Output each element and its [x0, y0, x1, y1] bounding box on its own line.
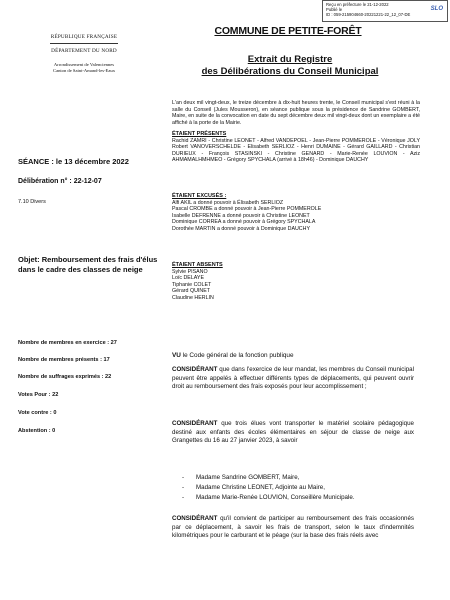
absent-name: Tiphanie COLET	[172, 281, 212, 288]
considerant-keyword: CONSIDÉRANT	[172, 420, 218, 427]
arrondissement-label: Arrondissement de Valenciennes	[53, 62, 115, 67]
excuses-section	[172, 193, 420, 232]
excuse-line: Dorothée MARTIN a donné pouvoir à Dominique DAUCHY	[172, 225, 310, 232]
list-item: - Madame Marie-Renée LOUVION, Conseillère Municipale.	[182, 494, 355, 501]
canton-label: Canton de Saint-Amand-les-Eaux	[53, 68, 115, 73]
absent-name: Gérard QUINET	[172, 288, 210, 294]
presents-section	[172, 131, 420, 164]
stamp-line-id: ID : 059-215904660-20221221-22_12_07-DE	[326, 12, 411, 17]
stat-vote-contre: Vote contre : 0	[18, 410, 57, 416]
considerant-keyword: CONSIDÉRANT	[172, 366, 218, 373]
commune-title: COMMUNE DE PETITE-FORÊT	[214, 25, 362, 37]
considerant-paragraph-1	[172, 366, 414, 392]
stat-votes-pour: Votes Pour : 22	[18, 392, 59, 398]
list-item: - Madame Sandrine GOMBERT, Maire,	[182, 474, 300, 481]
stat-abstention: Abstention : 0	[18, 428, 56, 434]
considerant-keyword: CONSIDÉRANT	[172, 515, 218, 522]
absents-section	[172, 262, 420, 301]
absents-heading: ÉTAIENT ABSENTS	[172, 262, 223, 268]
seance-date: SÉANCE : le 13 décembre 2022	[18, 157, 129, 166]
vu-text: le Code général de la fonction publique	[182, 352, 294, 359]
stamp-line-received: Reçu en préfecture le 21-12-2022	[326, 2, 389, 7]
presents-list: Rachid ZAMRI - Christine LEONET - Alfred VANDEPOEL - Jean-Pierre POMMEROLE - Véronique JOLY Robert VANOVERSCHELDE - Elisabeth SERLIOZ - Henri DUMAINE - Gérard GAILLARD - Christian DURIEUX - François STASINSKI - Christine GENARD - Marie-Renée LOUVION - Aziz AHMAMALHMHMEO - Grégory SPYCHALA (arrivé à 18h46) - Dominique DAUCHY	[172, 137, 420, 163]
excuse-line: Alfi AKIL a donné pouvoir à Élisabeth SERLIOZ	[172, 199, 284, 206]
stamp-line-published: Publié le	[326, 7, 343, 12]
considerant-paragraph-2	[172, 420, 414, 446]
document-title	[175, 54, 405, 78]
list-item: - Madame Christine LEONET, Adjointe au Maire,	[182, 484, 325, 491]
excuse-line: Isabelle DEFRENNE a donné pouvoir à Christine LEONET	[172, 212, 310, 219]
absent-name: Loïc DELAYE	[172, 275, 204, 281]
header-divider	[50, 43, 118, 44]
left-header	[28, 34, 140, 74]
stamp-logo: SLO	[430, 6, 443, 12]
stat-suffrages: Nombre de suffrages exprimés : 22	[18, 374, 112, 380]
deliberation-number: Délibération n° : 22-12-07	[18, 178, 102, 185]
considerant-text: que trois élues vont transporter le matériel scolaire pédagogique destiné aux enfants des écoles élémentaires en séjour de classe de neige aux Grangettes du 16 au 27 janvier 2023, à savoir	[172, 420, 414, 445]
prefecture-stamp	[322, 0, 448, 22]
objet-text: Objet: Remboursement des frais d'élus dans le cadre des classes de neige	[18, 255, 158, 274]
stat-members-exercice: Nombre de membres en exercice : 27	[18, 340, 117, 346]
stat-members-present: Nombre de membres présents : 17	[18, 357, 110, 363]
elues-list	[182, 473, 355, 503]
absent-name: Claudine HERLIN	[172, 294, 214, 301]
departement-label: DÉPARTEMENT DU NORD	[51, 48, 117, 54]
intro-paragraph: L'an deux mil vingt-deux, le treize décembre à dix-huit heures trente, le Conseil municipal s'est réuni à la salle du Conseil (Jules Mousseron), en séance publique sous la présidence de Sandrine GOMBERT, Maire, en suite de la convocation en date du sept décembre deux mil vingt-deux dont un exemplaire a été affiché à la porte de la Mairie.	[172, 100, 420, 126]
excuse-line: Pascal CROMBE a donné pouvoir à Jean-Pierre POMMEROLE	[172, 206, 322, 212]
extrait-title-line2: des Délibérations du Conseil Municipal	[201, 66, 379, 77]
extrait-title-line1: Extrait du Registre	[247, 54, 333, 65]
presents-heading: ÉTAIENT PRÉSENTS	[172, 131, 227, 137]
excuse-line: Dominique CORREA a donné pouvoir à Grégory SPYCHALA	[172, 219, 316, 225]
vu-keyword: VU	[172, 352, 181, 359]
considerant-text: que dans l'exercice de leur mandat, les membres du Conseil municipal peuvent être appelés à effectuer différents types de déplacements, qui peuvent ouvrir droit au remboursement des frais exposés pour leur accomplissement ;	[172, 366, 414, 391]
excuses-heading: ÉTAIENT EXCUSÉS :	[172, 193, 227, 199]
category-label: 7.10 Divers	[18, 199, 46, 205]
republique-label: RÉPUBLIQUE FRANÇAISE	[50, 34, 118, 40]
absent-name: Sylvie PISANO	[172, 268, 208, 275]
considerant-text: qu'il convient de participer au remboursement des frais occasionnés par ce déplacement, à savoir les frais de transport, selon le taux d'indemnités kilométriques pour le carburant et le péage (sur la base des frais réels avec	[172, 515, 414, 540]
considerant-paragraph-3	[172, 515, 414, 541]
vu-line	[172, 352, 294, 359]
